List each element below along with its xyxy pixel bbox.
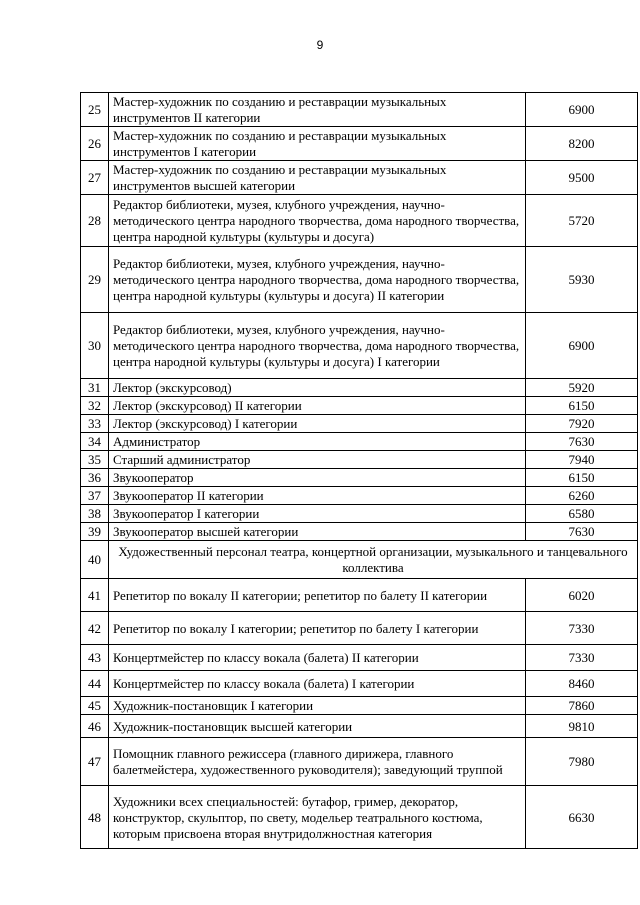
row-number: 47 — [81, 738, 109, 786]
position-name: Звукооператор — [109, 469, 526, 487]
salary-value: 7330 — [526, 645, 638, 671]
row-number: 48 — [81, 786, 109, 849]
table-row — [81, 671, 638, 697]
position-name: Старший администратор — [109, 451, 526, 469]
table-row — [81, 433, 638, 451]
row-number: 31 — [81, 379, 109, 397]
position-name: Художник-постановщик I категории — [109, 697, 526, 715]
table-row — [81, 161, 638, 195]
salary-value: 8460 — [526, 671, 638, 697]
row-number: 30 — [81, 313, 109, 379]
row-number: 27 — [81, 161, 109, 195]
position-name: Репетитор по вокалу II категории; репетитор по балету II категории — [109, 579, 526, 612]
page-number: 9 — [316, 38, 324, 52]
row-number: 25 — [81, 93, 109, 127]
salary-value: 5920 — [526, 379, 638, 397]
position-name: Мастер-художник по созданию и реставрации музыкальных инструментов высшей категории — [109, 161, 526, 195]
salary-value: 7330 — [526, 612, 638, 645]
row-number: 35 — [81, 451, 109, 469]
table-row — [81, 523, 638, 541]
position-name: Редактор библиотеки, музея, клубного учреждения, научно-методического центра народного творчества, дома народного творчества, центра народной культуры (культуры и досуга) I категории — [109, 313, 526, 379]
salary-value: 7860 — [526, 697, 638, 715]
row-number: 38 — [81, 505, 109, 523]
salary-value: 6900 — [526, 93, 638, 127]
salary-value: 5930 — [526, 247, 638, 313]
salary-value: 7630 — [526, 523, 638, 541]
table-row — [81, 451, 638, 469]
table-row — [81, 715, 638, 738]
position-name: Мастер-художник по созданию и реставрации музыкальных инструментов II категории — [109, 93, 526, 127]
table-row — [81, 93, 638, 127]
row-number: 39 — [81, 523, 109, 541]
salary-table — [80, 92, 638, 849]
table-row — [81, 247, 638, 313]
table-section-row — [81, 541, 638, 579]
table-row — [81, 579, 638, 612]
salary-value: 5720 — [526, 195, 638, 247]
row-number: 42 — [81, 612, 109, 645]
salary-value: 7630 — [526, 433, 638, 451]
table-row — [81, 195, 638, 247]
table-row — [81, 645, 638, 671]
table-row — [81, 612, 638, 645]
salary-value: 6630 — [526, 786, 638, 849]
salary-value: 8200 — [526, 127, 638, 161]
position-name: Лектор (экскурсовод) — [109, 379, 526, 397]
position-name: Мастер-художник по созданию и реставрации музыкальных инструментов I категории — [109, 127, 526, 161]
row-number: 43 — [81, 645, 109, 671]
table-row — [81, 379, 638, 397]
row-number: 28 — [81, 195, 109, 247]
position-name: Художники всех специальностей: бутафор, гример, декоратор, конструктор, скульптор, по свету, модельер театрального костюма, которым присвоена вторая внутридолжностная категория — [109, 786, 526, 849]
section-heading: Художественный персонал театра, концертной организации, музыкального и танцевального коллектива — [109, 541, 638, 579]
row-number: 33 — [81, 415, 109, 433]
salary-value: 7940 — [526, 451, 638, 469]
row-number: 32 — [81, 397, 109, 415]
row-number: 26 — [81, 127, 109, 161]
position-name: Концертмейстер по классу вокала (балета) II категории — [109, 645, 526, 671]
table-row — [81, 415, 638, 433]
table-row — [81, 786, 638, 849]
table-row — [81, 313, 638, 379]
row-number: 41 — [81, 579, 109, 612]
row-number: 34 — [81, 433, 109, 451]
table-row — [81, 738, 638, 786]
row-number: 40 — [81, 541, 109, 579]
salary-value: 6150 — [526, 397, 638, 415]
position-name: Помощник главного режиссера (главного дирижера, главного балетмейстера, художественного руководителя); заведующий труппой — [109, 738, 526, 786]
salary-value: 6900 — [526, 313, 638, 379]
salary-value: 6580 — [526, 505, 638, 523]
position-name: Редактор библиотеки, музея, клубного учреждения, научно-методического центра народного творчества, дома народного творчества, центра народной культуры (культуры и досуга) — [109, 195, 526, 247]
position-name: Звукооператор I категории — [109, 505, 526, 523]
table-row — [81, 127, 638, 161]
row-number: 29 — [81, 247, 109, 313]
salary-value: 6150 — [526, 469, 638, 487]
row-number: 45 — [81, 697, 109, 715]
position-name: Администратор — [109, 433, 526, 451]
salary-value: 9500 — [526, 161, 638, 195]
position-name: Звукооператор II категории — [109, 487, 526, 505]
salary-value: 7920 — [526, 415, 638, 433]
table-row — [81, 469, 638, 487]
salary-value: 6020 — [526, 579, 638, 612]
table-row — [81, 397, 638, 415]
table-row — [81, 487, 638, 505]
position-name: Звукооператор высшей категории — [109, 523, 526, 541]
table-row — [81, 505, 638, 523]
row-number: 46 — [81, 715, 109, 738]
position-name: Концертмейстер по классу вокала (балета) I категории — [109, 671, 526, 697]
position-name: Лектор (экскурсовод) I категории — [109, 415, 526, 433]
position-name: Художник-постановщик высшей категории — [109, 715, 526, 738]
salary-value: 7980 — [526, 738, 638, 786]
table-row — [81, 697, 638, 715]
salary-table-body — [81, 93, 638, 849]
position-name: Редактор библиотеки, музея, клубного учреждения, научно-методического центра народного творчества, дома народного творчества, центра народной культуры (культуры и досуга) II категории — [109, 247, 526, 313]
salary-value: 9810 — [526, 715, 638, 738]
row-number: 36 — [81, 469, 109, 487]
row-number: 44 — [81, 671, 109, 697]
position-name: Лектор (экскурсовод) II категории — [109, 397, 526, 415]
position-name: Репетитор по вокалу I категории; репетитор по балету I категории — [109, 612, 526, 645]
row-number: 37 — [81, 487, 109, 505]
salary-value: 6260 — [526, 487, 638, 505]
